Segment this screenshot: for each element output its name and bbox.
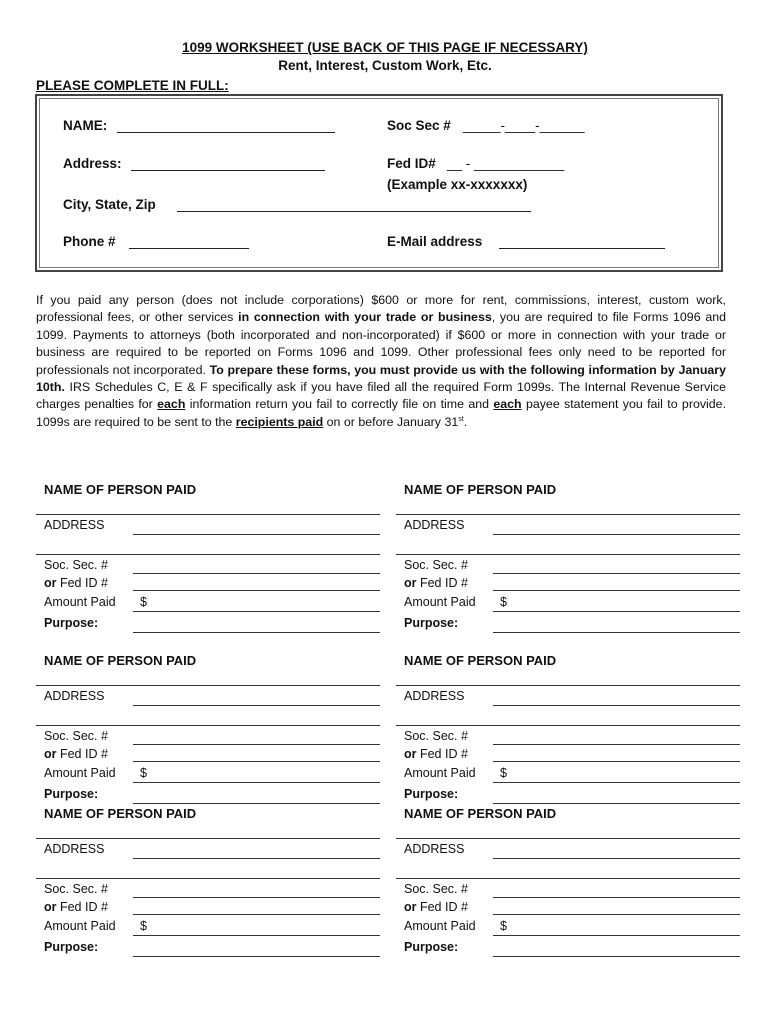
- payee-address-line-1[interactable]: [133, 534, 380, 535]
- or-label: or: [44, 747, 57, 761]
- amount-paid-label: Amount Paid: [44, 766, 116, 780]
- ssn-label: Soc. Sec. #: [404, 729, 468, 743]
- purpose-label: Purpose:: [44, 616, 99, 630]
- complete-instruction: PLEASE COMPLETE IN FULL:: [36, 78, 229, 93]
- payee-name-field[interactable]: [36, 838, 380, 839]
- payee-fed-id-field[interactable]: [133, 761, 380, 762]
- or-label: or: [404, 576, 417, 590]
- ssn-label: Soc. Sec. #: [404, 882, 468, 896]
- fed-id-label: [44, 576, 108, 590]
- amount-paid-label: Amount Paid: [44, 919, 116, 933]
- email-field[interactable]: [499, 248, 665, 249]
- payee-ssn-field[interactable]: [493, 744, 740, 745]
- city-state-zip-field[interactable]: [177, 211, 531, 212]
- name-of-person-paid-label: NAME OF PERSON PAID: [44, 482, 197, 497]
- address-label: Address:: [63, 156, 122, 171]
- payee-amount-field[interactable]: [133, 782, 380, 783]
- address-label: ADDRESS: [404, 689, 465, 703]
- fed-id-example: (Example xx-xxxxxxx): [387, 177, 528, 192]
- payee-ssn-field[interactable]: [133, 897, 380, 898]
- email-label: E-Mail address: [387, 234, 483, 249]
- fed-id-label: [404, 747, 468, 761]
- fed-id-label: Fed ID#: [387, 156, 436, 171]
- name-of-person-paid-label: NAME OF PERSON PAID: [404, 806, 557, 821]
- payee-ssn-field[interactable]: [133, 573, 380, 574]
- payee-ssn-field[interactable]: [493, 897, 740, 898]
- fed-id-field[interactable]: __ - ____________: [447, 156, 565, 171]
- dollar-sign: $: [500, 766, 507, 780]
- dollar-sign: $: [500, 919, 507, 933]
- payee-address-line-1[interactable]: [133, 858, 380, 859]
- payee-name-field[interactable]: [396, 514, 740, 515]
- fed-id-text: Fed ID #: [56, 900, 108, 914]
- purpose-label: Purpose:: [404, 787, 459, 801]
- payee-ssn-field[interactable]: [493, 573, 740, 574]
- payee-amount-field[interactable]: [493, 782, 740, 783]
- purpose-label: Purpose:: [44, 787, 99, 801]
- fed-id-text: Fed ID #: [56, 747, 108, 761]
- payee-address-line-2[interactable]: [396, 878, 740, 879]
- fed-id-label: [404, 576, 468, 590]
- address-field[interactable]: [131, 170, 325, 171]
- name-field[interactable]: [117, 132, 335, 133]
- dollar-sign: $: [500, 595, 507, 609]
- ssn-label: Soc. Sec. #: [44, 558, 108, 572]
- purpose-label: Purpose:: [44, 940, 99, 954]
- address-label: ADDRESS: [44, 842, 105, 856]
- client-info-box: [35, 94, 723, 272]
- ssn-label: Soc Sec #: [387, 118, 451, 133]
- payee-name-field[interactable]: [396, 838, 740, 839]
- fed-id-text: Fed ID #: [416, 747, 468, 761]
- payee-entry: [36, 806, 376, 966]
- payee-address-line-1[interactable]: [493, 858, 740, 859]
- payee-ssn-field[interactable]: [133, 744, 380, 745]
- address-label: ADDRESS: [44, 518, 105, 532]
- payee-entry: [36, 482, 376, 642]
- ssn-label: Soc. Sec. #: [404, 558, 468, 572]
- ssn-field[interactable]: _____-____-______: [463, 118, 585, 133]
- payee-fed-id-field[interactable]: [493, 914, 740, 915]
- dollar-sign: $: [140, 766, 147, 780]
- payee-entry: [36, 653, 376, 813]
- payee-purpose-field[interactable]: [133, 632, 380, 633]
- ssn-label: Soc. Sec. #: [44, 729, 108, 743]
- or-label: or: [44, 900, 57, 914]
- amount-paid-label: Amount Paid: [44, 595, 116, 609]
- payee-purpose-field[interactable]: [493, 632, 740, 633]
- address-label: ADDRESS: [44, 689, 105, 703]
- worksheet-subtitle: Rent, Interest, Custom Work, Etc.: [278, 58, 492, 73]
- payee-amount-field[interactable]: [493, 935, 740, 936]
- amount-paid-label: Amount Paid: [404, 766, 476, 780]
- phone-field[interactable]: [129, 248, 249, 249]
- name-of-person-paid-label: NAME OF PERSON PAID: [44, 806, 197, 821]
- or-label: or: [44, 576, 57, 590]
- payee-name-field[interactable]: [36, 685, 380, 686]
- ssn-label: Soc. Sec. #: [44, 882, 108, 896]
- payee-purpose-field[interactable]: [133, 956, 380, 957]
- fed-id-text: Fed ID #: [56, 576, 108, 590]
- payee-amount-field[interactable]: [493, 611, 740, 612]
- payee-purpose-field[interactable]: [133, 803, 380, 804]
- payee-address-line-1[interactable]: [133, 705, 380, 706]
- payee-entry: [396, 653, 736, 813]
- payee-amount-field[interactable]: [133, 611, 380, 612]
- payee-amount-field[interactable]: [133, 935, 380, 936]
- fed-id-label: [44, 747, 108, 761]
- address-label: ADDRESS: [404, 842, 465, 856]
- payee-fed-id-field[interactable]: [493, 590, 740, 591]
- payee-address-line-1[interactable]: [493, 534, 740, 535]
- payee-entry: [396, 482, 736, 642]
- dollar-sign: $: [140, 919, 147, 933]
- payee-purpose-field[interactable]: [493, 803, 740, 804]
- fed-id-text: Fed ID #: [416, 576, 468, 590]
- payee-address-line-2[interactable]: [36, 725, 380, 726]
- name-of-person-paid-label: NAME OF PERSON PAID: [404, 653, 557, 668]
- payee-address-line-1[interactable]: [493, 705, 740, 706]
- name-of-person-paid-label: NAME OF PERSON PAID: [404, 482, 557, 497]
- payee-entry: [396, 806, 736, 966]
- phone-label: Phone #: [63, 234, 116, 249]
- or-label: or: [404, 900, 417, 914]
- amount-paid-label: Amount Paid: [404, 595, 476, 609]
- payee-fed-id-field[interactable]: [133, 914, 380, 915]
- payee-address-line-2[interactable]: [396, 725, 740, 726]
- payee-fed-id-field[interactable]: [493, 761, 740, 762]
- fed-id-label: [404, 900, 468, 914]
- fed-id-label: [44, 900, 108, 914]
- or-label: or: [404, 747, 417, 761]
- payee-fed-id-field[interactable]: [133, 590, 380, 591]
- instructions-paragraph: If you paid any person (does not include corporations) $600 or more for rent, commissions, interest, custom work, professional fees, or other services in connection with your trade or business, you are required to file Forms 1096 and 1099. Payments to attorneys (both incorporated and non-incorporated) if $600 or more in connection with your trade or business are required to be reported on Forms 1096 and 1099. Other professional fees only need to be reported for professionals not incorporated. To prepare these forms, you must provide us with the following information by January 10th. IRS Schedules C, E & F specifically ask if you have filed all the required Form 1099s. The Internal Revenue Service charges penalties for each information return you fail to correctly file on time and each payee statement you fail to provide. 1099s are required to be sent to the recipients paid on or before January 31st.: [36, 293, 727, 429]
- name-label: NAME:: [63, 118, 108, 133]
- amount-paid-label: Amount Paid: [404, 919, 476, 933]
- city-state-zip-label: City, State, Zip: [63, 197, 156, 212]
- worksheet-title: 1099 WORKSHEET (USE BACK OF THIS PAGE IF NECESSARY): [182, 40, 588, 55]
- payee-name-field[interactable]: [36, 514, 380, 515]
- payee-address-line-2[interactable]: [396, 554, 740, 555]
- payee-address-line-2[interactable]: [36, 878, 380, 879]
- payee-name-field[interactable]: [396, 685, 740, 686]
- payee-address-line-2[interactable]: [36, 554, 380, 555]
- payee-purpose-field[interactable]: [493, 956, 740, 957]
- fed-id-text: Fed ID #: [416, 900, 468, 914]
- purpose-label: Purpose:: [404, 616, 459, 630]
- address-label: ADDRESS: [404, 518, 465, 532]
- name-of-person-paid-label: NAME OF PERSON PAID: [44, 653, 197, 668]
- purpose-label: Purpose:: [404, 940, 459, 954]
- dollar-sign: $: [140, 595, 147, 609]
